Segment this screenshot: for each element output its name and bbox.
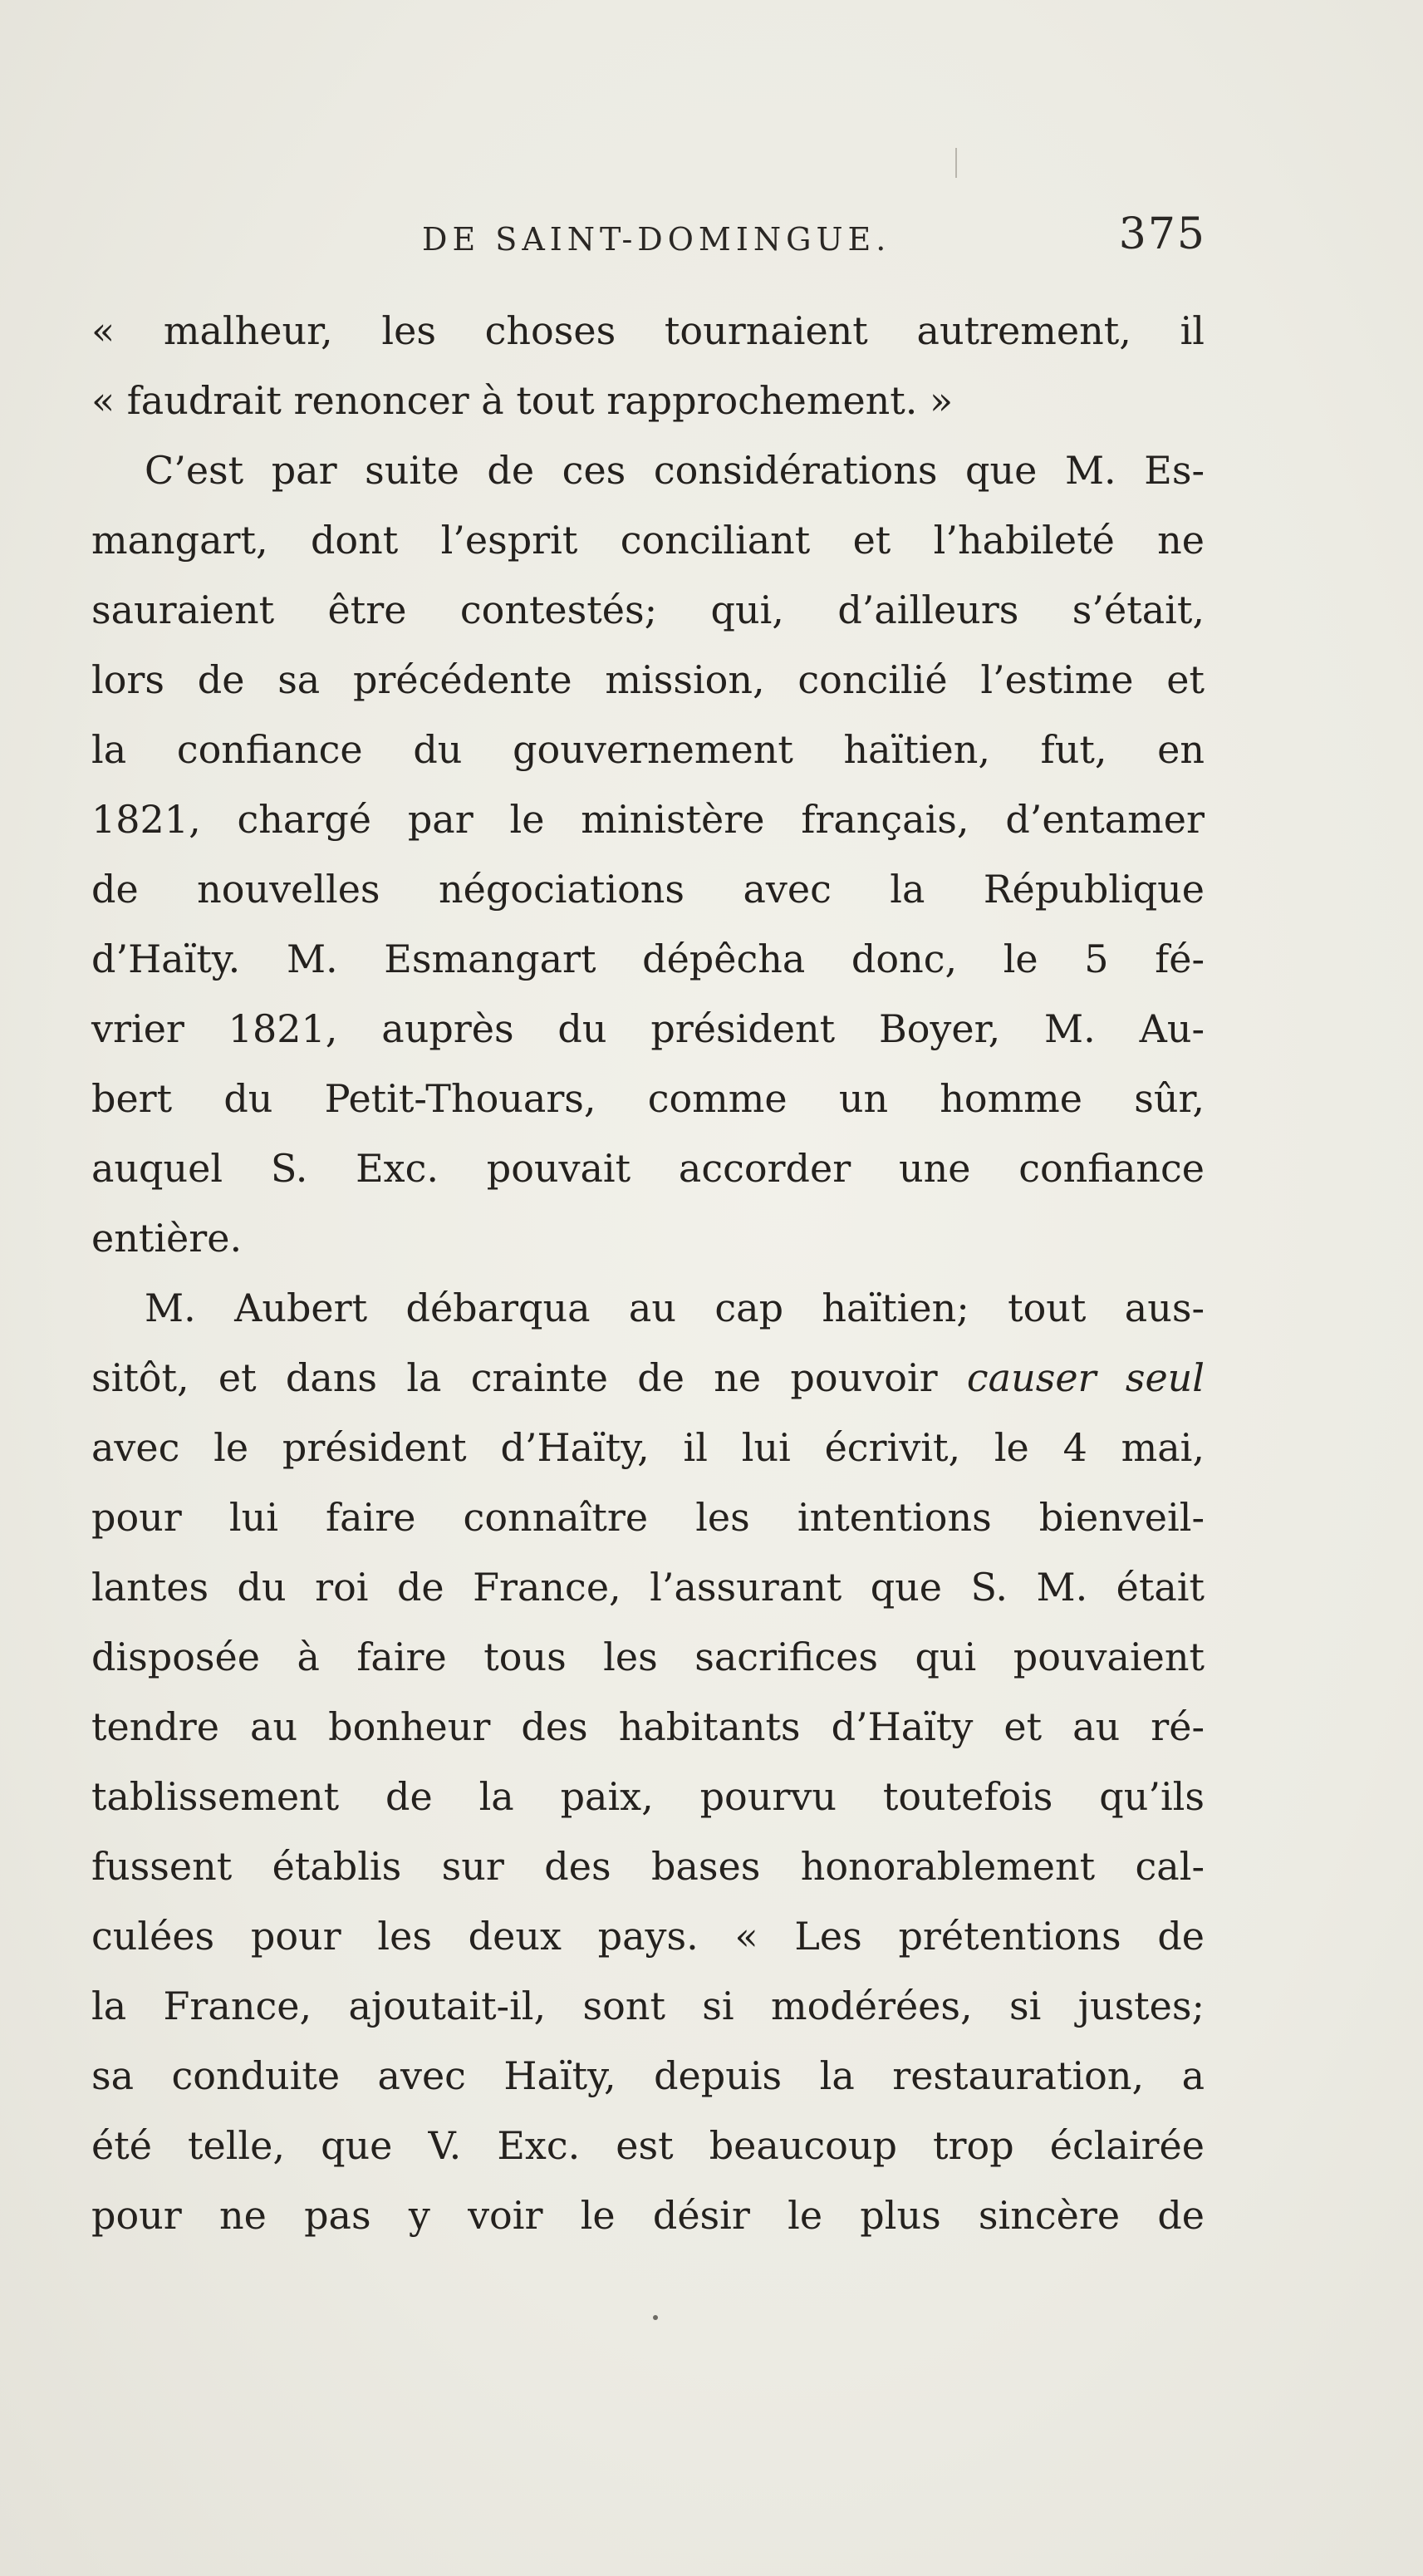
text-line: avec le président d’Haïty, il lui écrivit, le 4 mai, [91, 1425, 1205, 1470]
text-line: sa conduite avec Haïty, depuis la restauration, a [91, 2053, 1205, 2098]
text-line: disposée à faire tous les sacrifices qui pouvaient [91, 1635, 1205, 1679]
text-line: fussent établis sur des bases honorablement cal- [91, 1844, 1205, 1889]
body-text [91, 296, 1205, 2250]
text-line: bert du Petit-Thouars, comme un homme sûr, [91, 1076, 1205, 1121]
text-line: lantes du roi de France, l’assurant que S. M. était [91, 1565, 1205, 1610]
page-header [91, 209, 1205, 276]
line-prefix: sitôt, et dans la crainte de ne pouvoir [91, 1355, 967, 1400]
page-number: 375 [1118, 209, 1206, 259]
running-head: DE SAINT-DOMINGUE. [422, 221, 891, 258]
text-line: pour lui faire connaître les intentions bienveil- [91, 1495, 1205, 1540]
text-line: lors de sa précédente mission, concilié l’estime et [91, 657, 1205, 702]
text-line: auquel S. Exc. pouvait accorder une confiance [91, 1146, 1205, 1191]
italic-phrase: causer seul [966, 1355, 1205, 1400]
paper-mark [955, 148, 957, 178]
text-line: tendre au bonheur des habitants d’Haïty et au ré- [91, 1704, 1205, 1749]
text-line: la France, ajoutait-il, sont si modérées, si justes; [91, 1984, 1205, 2028]
text-line: pour ne pas y voir le désir le plus sincère de [91, 2193, 1205, 2238]
text-line: culées pour les deux pays. « Les prétentions de [91, 1914, 1205, 1959]
text-line: mangart, dont l’esprit conciliant et l’habileté ne [91, 518, 1205, 563]
text-line: été telle, que V. Exc. est beaucoup trop éclairée [91, 2123, 1205, 2168]
text-line-with-italic [91, 1343, 1205, 1413]
text-line: la confiance du gouvernement haïtien, fut, en [91, 727, 1205, 772]
text-line: 1821, chargé par le ministère français, d’entamer [91, 797, 1205, 842]
text-line: vrier 1821, auprès du président Boyer, M. Au- [91, 1006, 1205, 1051]
paragraph-start-line: M. Aubert débarqua au cap haïtien; tout aus- [145, 1286, 1205, 1330]
text-line: « malheur, les choses tournaient autrement, il [91, 308, 1205, 353]
text-line: entière. [91, 1216, 243, 1261]
text-line: d’Haïty. M. Esmangart dépêcha donc, le 5 fé- [91, 937, 1205, 981]
text-line: sauraient être contestés; qui, d’ailleurs s’était, [91, 587, 1205, 632]
ink-speck [653, 2315, 658, 2320]
text-line: « faudrait renoncer à tout rapprochement. » [91, 378, 954, 423]
text-line: tablissement de la paix, pourvu toutefois qu’ils [91, 1774, 1205, 1819]
paragraph-start-line: C’est par suite de ces considérations que M. Es- [145, 448, 1205, 493]
text-line: de nouvelles négociations avec la République [91, 867, 1205, 912]
